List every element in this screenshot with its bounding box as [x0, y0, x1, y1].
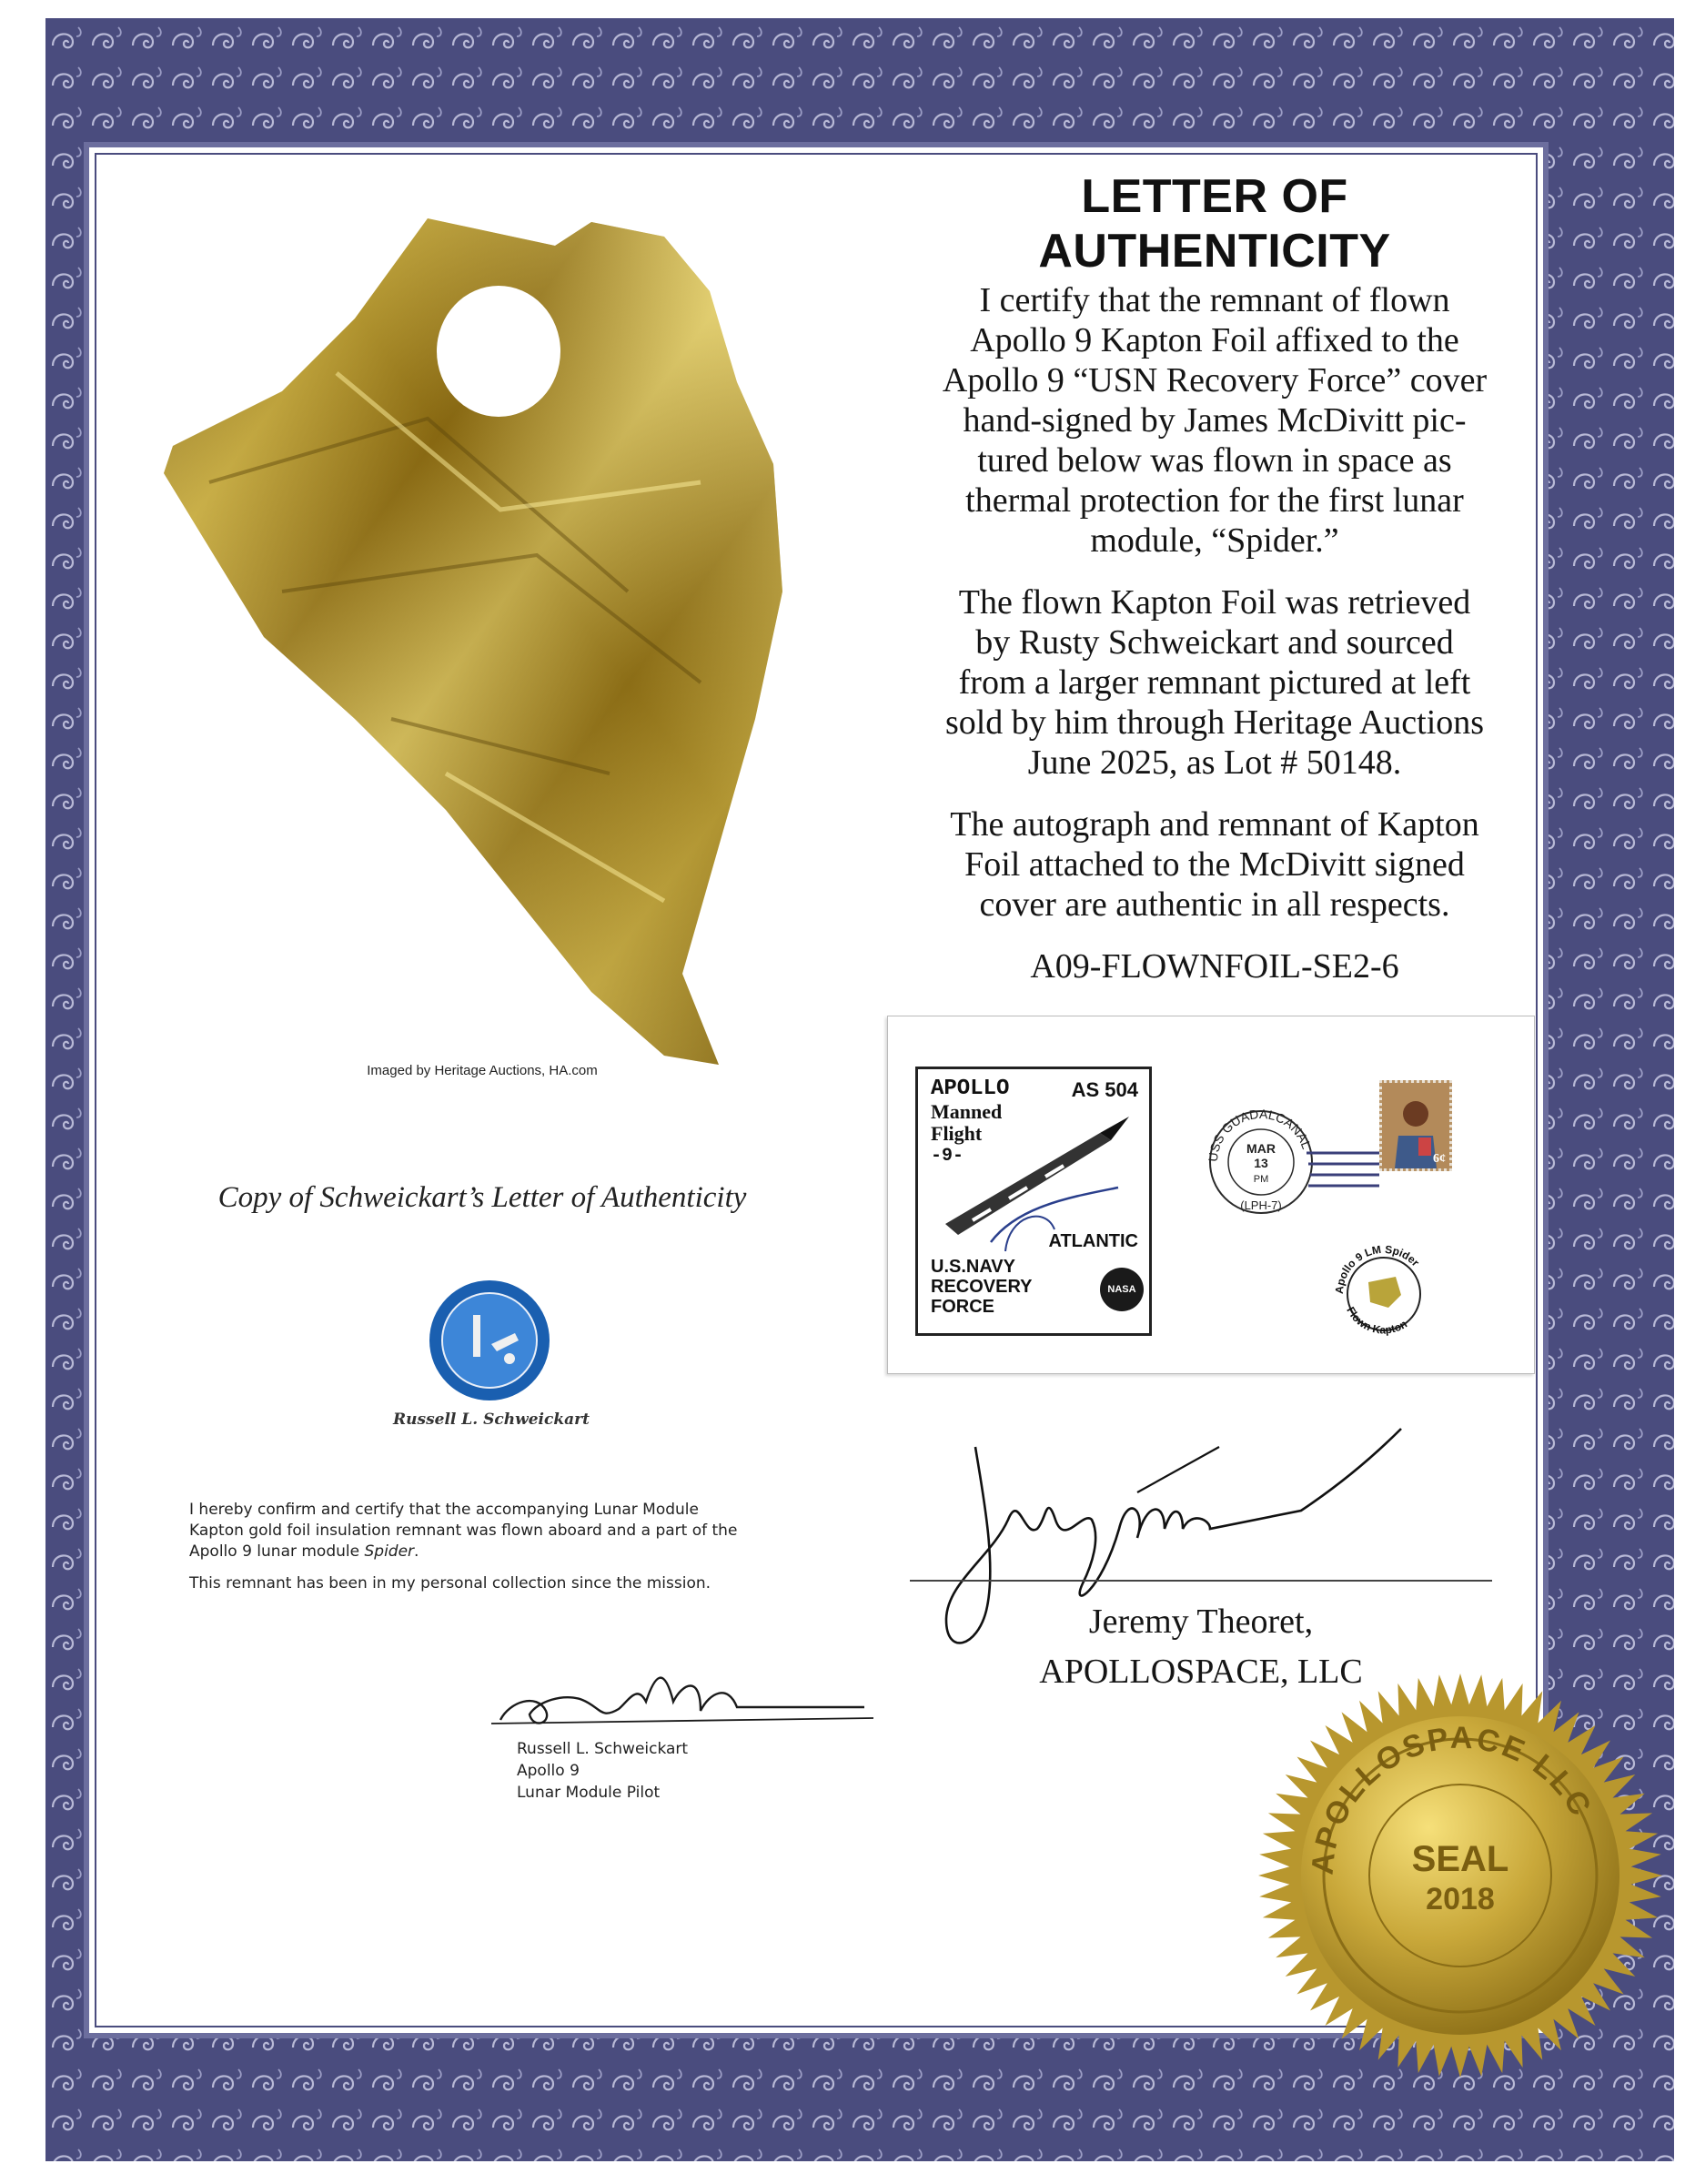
seal-year: 2018 [1426, 1882, 1495, 1916]
certification-paragraph-3 [901, 804, 1529, 925]
kapton-foil-patch [1325, 1235, 1443, 1353]
certification-paragraph-1 [901, 280, 1529, 561]
letter-line [189, 1542, 826, 1562]
paragraph-line: The autograph and remnant of Kapton [950, 805, 1479, 844]
signer-name: Russell L. Schweickart [517, 1740, 689, 1758]
svg-text:Flown Kapton [1344, 1305, 1409, 1337]
letter-paragraph [189, 1500, 826, 1562]
foil-label-bottom: Flown Kapton [1344, 1304, 1409, 1337]
signature-line [910, 1580, 1492, 1582]
paragraph-line: from a larger remnant pictured at left [958, 663, 1471, 702]
paragraph-line: I certify that the remnant of flown [979, 281, 1450, 319]
paragraph-line: hand-signed by James McDivitt pic- [963, 401, 1467, 440]
seal-center-text: SEAL [1411, 1839, 1509, 1879]
paragraph-line: tured below was flown in space as [977, 441, 1452, 480]
signer-mission: Apollo 9 [517, 1762, 580, 1780]
postmark-ring-text: USS GUADALCANAL [1205, 1106, 1315, 1163]
seal-ring-text: APOLLOSPACE LLC [1305, 1720, 1599, 1876]
schweickart-signature-block [517, 1738, 688, 1804]
gold-seal-icon [1256, 1671, 1665, 2080]
cachet-navy-recovery [931, 1257, 1067, 1317]
paragraph-line: thermal protection for the first lunar [965, 481, 1464, 520]
postmark-month: MAR [1246, 1141, 1276, 1156]
postmark-day: 13 [1254, 1156, 1268, 1170]
letter-line: I hereby confirm and certify that the accompanying Lunar Module [189, 1501, 699, 1519]
cachet-navy-line: U.S.NAVY [931, 1257, 1015, 1277]
apollo-9-patch-icon [428, 1279, 551, 1402]
cachet-atlantic: ATLANTIC [1048, 1231, 1138, 1251]
letter-line: This remnant has been in my personal collection since the mission. [189, 1574, 711, 1592]
foil-label-top: Apollo 9 LM Spider [1332, 1242, 1422, 1295]
paragraph-line: June 2025, as Lot # 50148. [1027, 743, 1402, 782]
postmark [1197, 1098, 1379, 1235]
stamp-value: 6¢ [1433, 1152, 1446, 1166]
cachet-flight-number: -9- [931, 1146, 964, 1167]
copy-letter-label: Copy of Schweickart’s Letter of Authenticity [217, 1181, 747, 1214]
schweickart-signature [482, 1647, 883, 1747]
letter-line-suffix: . [414, 1542, 419, 1561]
paragraph-line: Apollo 9 Kapton Foil affixed to the [970, 321, 1459, 359]
schweickart-letter-body [189, 1500, 826, 1605]
letter-title: LETTER OF AUTHENTICITY [1038, 170, 1391, 278]
postage-stamp [1379, 1080, 1452, 1171]
postmark-time: PM [1253, 1174, 1269, 1185]
postmark-ship-code: (LPH-7) [1240, 1198, 1282, 1212]
signatory-name: Jeremy Theoret, [1088, 1603, 1314, 1641]
letter-paragraph [189, 1573, 826, 1594]
signer-role: Lunar Module Pilot [517, 1784, 661, 1802]
signatory-company: APOLLOSPACE, LLC [1039, 1653, 1363, 1691]
cachet-navy-line: RECOVERY [931, 1277, 1033, 1297]
spider-italic: Spider [364, 1542, 415, 1561]
paragraph-line: sold by him through Heritage Auctions [944, 703, 1485, 742]
paragraph-line: Foil attached to the McDivitt signed [964, 845, 1465, 884]
paragraph-line: Apollo 9 “USN Recovery Force” cover [942, 361, 1488, 399]
certification-paragraph-2 [901, 582, 1529, 783]
signed-cover-image [887, 1016, 1535, 1374]
nasa-logo-icon: NASA [1100, 1268, 1144, 1311]
paragraph-line: module, “Spider.” [1090, 521, 1339, 560]
cachet-flight: Flight [931, 1122, 983, 1145]
certificate-id: A09-FLOWNFOIL-SE2-6 [1030, 947, 1399, 986]
schweickart-script-name: Russell L. Schweickart [393, 1410, 590, 1429]
letter-line: Kapton gold foil insulation remnant was flown aboard and a part of the [189, 1522, 738, 1540]
cachet-navy-line: FORCE [931, 1297, 994, 1317]
cachet-manned: Manned [931, 1100, 1003, 1123]
letter-line-prefix: Apollo 9 lunar module [189, 1542, 365, 1561]
paragraph-line: The flown Kapton Foil was retrieved [958, 583, 1471, 622]
paragraph-line: cover are authentic in all respects. [979, 885, 1450, 924]
foil-image-caption: Imaged by Heritage Auctions, HA.com [367, 1063, 598, 1078]
gold-foil-image [155, 209, 901, 1083]
cachet-apollo: APOLLO [931, 1077, 1010, 1101]
cachet-as-number: AS 504 [1071, 1078, 1138, 1101]
paragraph-line: by Rusty Schweickart and sourced [975, 623, 1454, 662]
cover-cachet [915, 1067, 1152, 1336]
